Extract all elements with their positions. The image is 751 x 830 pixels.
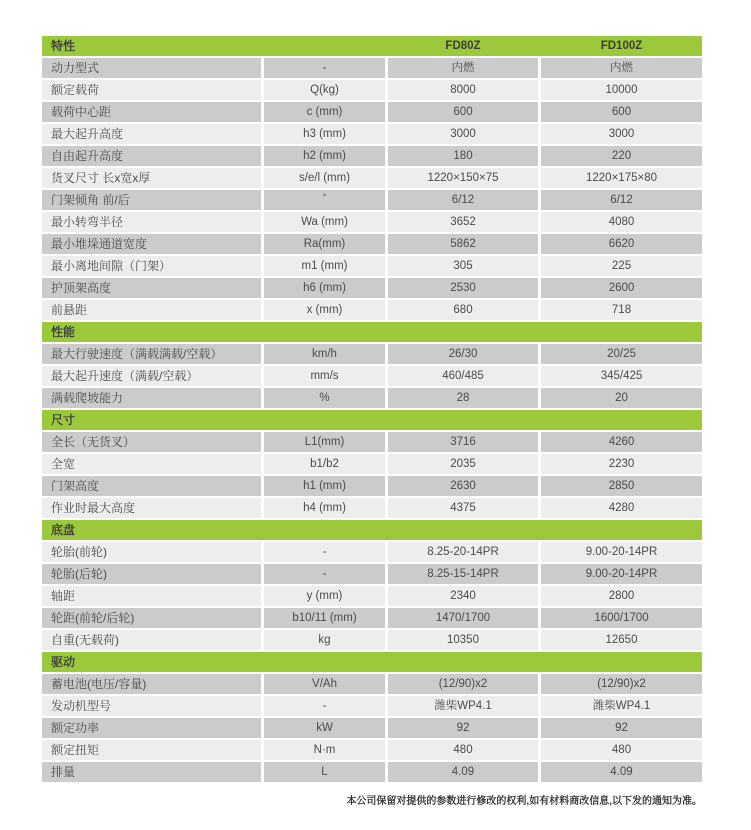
spec-value-fd80z: 4.09 (388, 762, 538, 782)
spec-label: 门架高度 (42, 476, 261, 496)
spec-row (42, 608, 702, 628)
spec-label: 全长（无货叉） (42, 432, 261, 452)
spec-row (42, 388, 702, 408)
spec-table-rows (42, 58, 702, 782)
spec-label: 轮胎(前轮) (42, 542, 261, 562)
spec-unit: km/h (264, 344, 385, 364)
spec-value-fd100z: 2600 (541, 278, 702, 298)
spec-row (42, 168, 702, 188)
section-label: 性能 (51, 325, 76, 339)
spec-row (42, 58, 702, 78)
section-label: 驱动 (51, 655, 76, 669)
spec-unit: ° (264, 190, 385, 210)
spec-value-fd100z: 4080 (541, 212, 702, 232)
spec-label: 最小堆垛通道宽度 (42, 234, 261, 254)
spec-value-fd80z: 460/485 (388, 366, 538, 386)
spec-unit: h3 (mm) (264, 124, 385, 144)
spec-value-fd100z: 345/425 (541, 366, 702, 386)
spec-label: 前悬距 (42, 300, 261, 320)
spec-value-fd100z: 2230 (541, 454, 702, 474)
spec-value-fd100z: 225 (541, 256, 702, 276)
spec-value-fd80z: 8.25-20-14PR (388, 542, 538, 562)
spec-value-fd100z: 2800 (541, 586, 702, 606)
spec-value-fd100z: 92 (541, 718, 702, 738)
section-row (42, 652, 702, 672)
spec-value-fd100z: 20/25 (541, 344, 702, 364)
spec-unit: y (mm) (264, 586, 385, 606)
spec-unit: h4 (mm) (264, 498, 385, 518)
spec-row (42, 564, 702, 584)
spec-label: 动力型式 (42, 58, 261, 78)
spec-unit: mm/s (264, 366, 385, 386)
spec-label: 最大起升高度 (42, 124, 261, 144)
spec-unit: L (264, 762, 385, 782)
spec-row (42, 586, 702, 606)
spec-value-fd100z: 9.00-20-14PR (541, 564, 702, 584)
spec-value-fd100z: 潍柴WP4.1 (541, 696, 702, 716)
spec-unit: % (264, 388, 385, 408)
spec-value-fd100z: 718 (541, 300, 702, 320)
spec-unit: L1(mm) (264, 432, 385, 452)
spec-unit: h6 (mm) (264, 278, 385, 298)
spec-unit: - (264, 564, 385, 584)
spec-value-fd80z: 3652 (388, 212, 538, 232)
section-row (42, 410, 702, 430)
unit-header (264, 36, 385, 56)
spec-value-fd80z: 26/30 (388, 344, 538, 364)
model-header-fd100z: FD100Z (600, 40, 643, 52)
spec-row (42, 234, 702, 254)
spec-row (42, 454, 702, 474)
spec-label: 载荷中心距 (42, 102, 261, 122)
spec-unit: kW (264, 718, 385, 738)
spec-label: 轮胎(后轮) (42, 564, 261, 584)
footer-note: 本公司保留对提供的参数进行修改的权利,如有材料商改信息,以下发的通知为准。 (346, 796, 702, 807)
spec-label: 满载爬坡能力 (42, 388, 261, 408)
spec-value-fd80z: 680 (388, 300, 538, 320)
spec-row (42, 278, 702, 298)
model-header-fd80z: FD80Z (445, 40, 481, 52)
spec-label: 最小离地间隙（门架） (42, 256, 261, 276)
spec-value-fd80z: 内燃 (388, 58, 538, 78)
spec-value-fd100z: 220 (541, 146, 702, 166)
spec-unit: N·m (264, 740, 385, 760)
spec-unit: Q(kg) (264, 80, 385, 100)
spec-value-fd100z: 6620 (541, 234, 702, 254)
spec-row (42, 476, 702, 496)
spec-label: 货叉尺寸 长x宽x厚 (42, 168, 261, 188)
spec-value-fd80z: 6/12 (388, 190, 538, 210)
spec-row (42, 674, 702, 694)
spec-row (42, 718, 702, 738)
spec-unit: - (264, 58, 385, 78)
spec-value-fd100z: 600 (541, 102, 702, 122)
spec-value-fd80z: 4375 (388, 498, 538, 518)
spec-value-fd100z: 6/12 (541, 190, 702, 210)
spec-label: 额定载荷 (42, 80, 261, 100)
spec-label: 轴距 (42, 586, 261, 606)
spec-value-fd80z: 2530 (388, 278, 538, 298)
spec-value-fd80z: 2630 (388, 476, 538, 496)
spec-row (42, 190, 702, 210)
spec-unit: Ra(mm) (264, 234, 385, 254)
spec-label: 护顶架高度 (42, 278, 261, 298)
spec-value-fd100z: 内燃 (541, 58, 702, 78)
spec-value-fd100z: 12650 (541, 630, 702, 650)
spec-unit: s/e/l (mm) (264, 168, 385, 188)
spec-row (42, 256, 702, 276)
section-row (42, 520, 702, 540)
spec-value-fd80z: 3000 (388, 124, 538, 144)
spec-label: 门架倾角 前/后 (42, 190, 261, 210)
spec-unit: - (264, 696, 385, 716)
spec-value-fd80z: 2035 (388, 454, 538, 474)
spec-label: 额定扭矩 (42, 740, 261, 760)
spec-value-fd80z: 1470/1700 (388, 608, 538, 628)
section-label: 底盘 (51, 523, 76, 537)
spec-value-fd100z: 480 (541, 740, 702, 760)
spec-table (42, 36, 702, 784)
spec-unit: x (mm) (264, 300, 385, 320)
spec-value-fd100z: 1600/1700 (541, 608, 702, 628)
spec-row (42, 366, 702, 386)
spec-label: 蓄电池(电压/容量) (42, 674, 261, 694)
spec-value-fd100z: (12/90)x2 (541, 674, 702, 694)
spec-unit: b1/b2 (264, 454, 385, 474)
spec-row (42, 124, 702, 144)
spec-value-fd80z: 180 (388, 146, 538, 166)
spec-value-fd80z: 5862 (388, 234, 538, 254)
spec-value-fd80z: (12/90)x2 (388, 674, 538, 694)
spec-row (42, 212, 702, 232)
spec-unit: V/Ah (264, 674, 385, 694)
spec-value-fd80z: 1220×150×75 (388, 168, 538, 188)
spec-label: 作业时最大高度 (42, 498, 261, 518)
spec-label: 发动机型号 (42, 696, 261, 716)
spec-label: 自重(无载荷) (42, 630, 261, 650)
spec-value-fd80z: 92 (388, 718, 538, 738)
spec-row (42, 542, 702, 562)
spec-unit: kg (264, 630, 385, 650)
spec-label: 轮距(前轮/后轮) (42, 608, 261, 628)
spec-value-fd100z: 4.09 (541, 762, 702, 782)
spec-value-fd100z: 3000 (541, 124, 702, 144)
spec-label: 最小转弯半径 (42, 212, 261, 232)
spec-row (42, 762, 702, 782)
spec-unit: b10/11 (mm) (264, 608, 385, 628)
spec-value-fd100z: 4260 (541, 432, 702, 452)
spec-value-fd80z: 2340 (388, 586, 538, 606)
spec-row (42, 146, 702, 166)
spec-value-fd80z: 10350 (388, 630, 538, 650)
spec-label: 全宽 (42, 454, 261, 474)
spec-value-fd100z: 9.00-20-14PR (541, 542, 702, 562)
spec-unit: h1 (mm) (264, 476, 385, 496)
spec-unit: Wa (mm) (264, 212, 385, 232)
spec-row (42, 300, 702, 320)
spec-value-fd80z: 3716 (388, 432, 538, 452)
spec-value-fd80z: 28 (388, 388, 538, 408)
spec-row (42, 498, 702, 518)
spec-row (42, 432, 702, 452)
spec-value-fd100z: 20 (541, 388, 702, 408)
spec-value-fd80z: 600 (388, 102, 538, 122)
spec-value-fd80z: 8000 (388, 80, 538, 100)
spec-value-fd100z: 1220×175×80 (541, 168, 702, 188)
spec-row (42, 630, 702, 650)
spec-unit: c (mm) (264, 102, 385, 122)
spec-value-fd80z: 潍柴WP4.1 (388, 696, 538, 716)
spec-unit: - (264, 542, 385, 562)
spec-label: 最大行驶速度（满载满载/空载） (42, 344, 261, 364)
spec-label: 额定功率 (42, 718, 261, 738)
spec-unit: m1 (mm) (264, 256, 385, 276)
spec-row (42, 344, 702, 364)
spec-label: 排量 (42, 762, 261, 782)
spec-row (42, 102, 702, 122)
section-label: 尺寸 (51, 413, 76, 427)
spec-value-fd100z: 4280 (541, 498, 702, 518)
spec-row (42, 80, 702, 100)
spec-unit: h2 (mm) (264, 146, 385, 166)
section-row (42, 322, 702, 342)
spec-label: 自由起升高度 (42, 146, 261, 166)
spec-value-fd80z: 8.25-15-14PR (388, 564, 538, 584)
feature-header: 特性 (51, 39, 76, 53)
spec-row (42, 696, 702, 716)
spec-value-fd100z: 10000 (541, 80, 702, 100)
table-header-row (42, 36, 702, 56)
spec-label: 最大起升速度（满载/空载） (42, 366, 261, 386)
spec-value-fd100z: 2850 (541, 476, 702, 496)
spec-row (42, 740, 702, 760)
spec-value-fd80z: 480 (388, 740, 538, 760)
spec-value-fd80z: 305 (388, 256, 538, 276)
